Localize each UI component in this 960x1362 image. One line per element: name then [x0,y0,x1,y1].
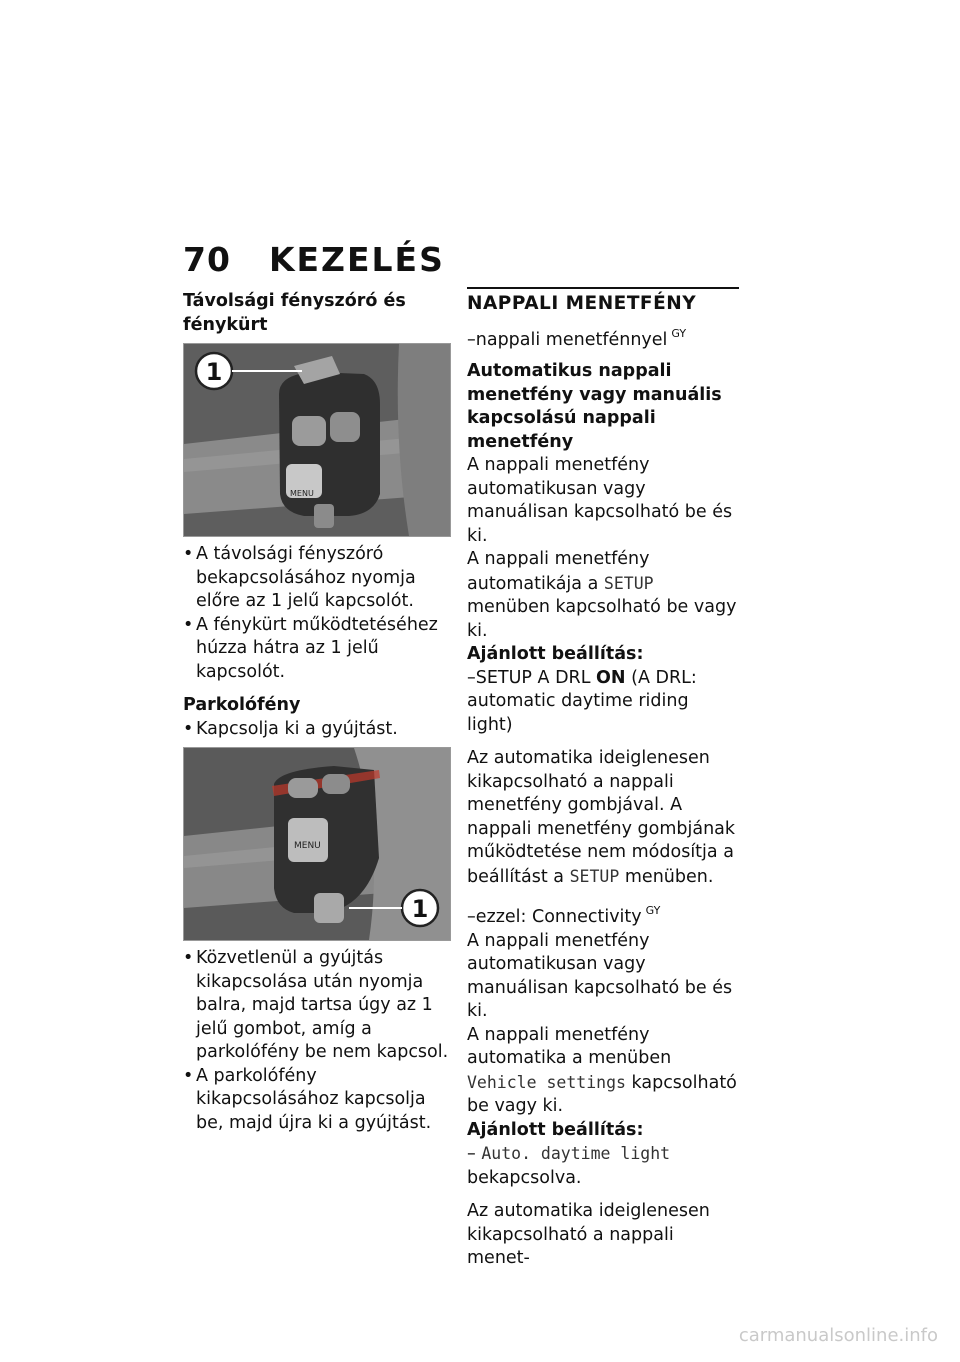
subsection-title: Automatikus nappali menetfény vagy manuális kapcsolású nappali menetfény [467,361,722,452]
list-item: • A távolsági fényszóró bekapcsolásához nyomja előre az 1 jelű kapcsolót. [183,543,450,614]
menu-name-setup: SETUP [603,573,654,593]
page-header [183,240,738,280]
paragraph: A nappali menetfény automatikusan vagy manuálisan kapcsolható be és ki. [467,930,733,1021]
watermark: carmanualsonline.info [738,1325,938,1346]
setting-value: ON [596,667,626,688]
list-item: • Közvetlenül a gyújtás kikapcsolása után nyomja balra, majd tartsa úgy az 1 jelű gombot, amíg a parkolófény be nem kapcsol. [183,947,450,1065]
right-column [467,290,739,1271]
paragraph: Az automatika ideiglenesen kikapcsolható a nappali menet- [467,1201,710,1268]
figure-parking-light-button [183,747,451,941]
section-heading-high-beam: Távolsági fényszóró és fénykürt [183,291,406,335]
variant-note: –nappali menetfénnyel $^{GY}$ [467,326,687,350]
paragraph: Az automatika ideiglenesen kikapcsolható a nappali menetfény gombjával. A nappali menetfény gombjának működtetése nem módosítja a beállítást a SETUP menüben. [467,748,736,887]
paragraph: A nappali menetfény automatikusan vagy manuálisan kapcsolható be és ki. [467,455,733,546]
section-heading-parking-light: Parkolófény [183,695,301,715]
list-item: • A parkolófény kikapcsolásához kapcsolja be, majd újra ki a gyújtást. [183,1065,450,1136]
paragraph: A nappali menetfény automatikája a SETUP menüben kapcsolható be vagy ki. [467,549,737,641]
recommended-setting: –SETUP A DRL ON (A DRL: automatic daytime riding light) [467,667,697,735]
variant-sup: GY [645,904,661,917]
recommended-setting: – Auto. daytime light bekapcsolva. [467,1144,671,1188]
figure1-menu-text: MENU [290,489,314,498]
variant-note: –ezzel: Connectivity $^{GY}$ [467,904,661,927]
variant-sup: GY [671,326,687,340]
list-item: • Kapcsolja ki a gyújtást. [183,718,450,742]
figure2-menu-text: MENU [294,841,321,851]
section-title: KEZELÉS [268,240,445,279]
menu-name-vehicle-settings: Vehicle settings [467,1072,626,1092]
paragraph: A nappali menetfény automatika a menüben Vehicle settings kapcsolható be vagy ki. [467,1024,737,1116]
recommended-setting-title: Ajánlott beállítás: [467,644,644,664]
setting-name-auto-daytime-light: Auto. daytime light [481,1144,671,1163]
figure1-callout-label: 1 [205,358,223,386]
page-number: 70 [183,240,231,279]
recommended-setting-title: Ajánlott beállítás: [467,1119,644,1140]
figure2-callout-label: 1 [411,895,429,923]
menu-name-setup: SETUP [569,866,620,886]
list-item: • A fénykürt működtetéséhez húzza hátra az 1 jelű kapcsolót. [183,614,450,685]
main-section-title: NAPPALI MENETFÉNY [467,293,697,314]
section-rule [467,287,739,289]
figure-high-beam-switch [183,343,451,537]
left-column [183,290,450,1135]
